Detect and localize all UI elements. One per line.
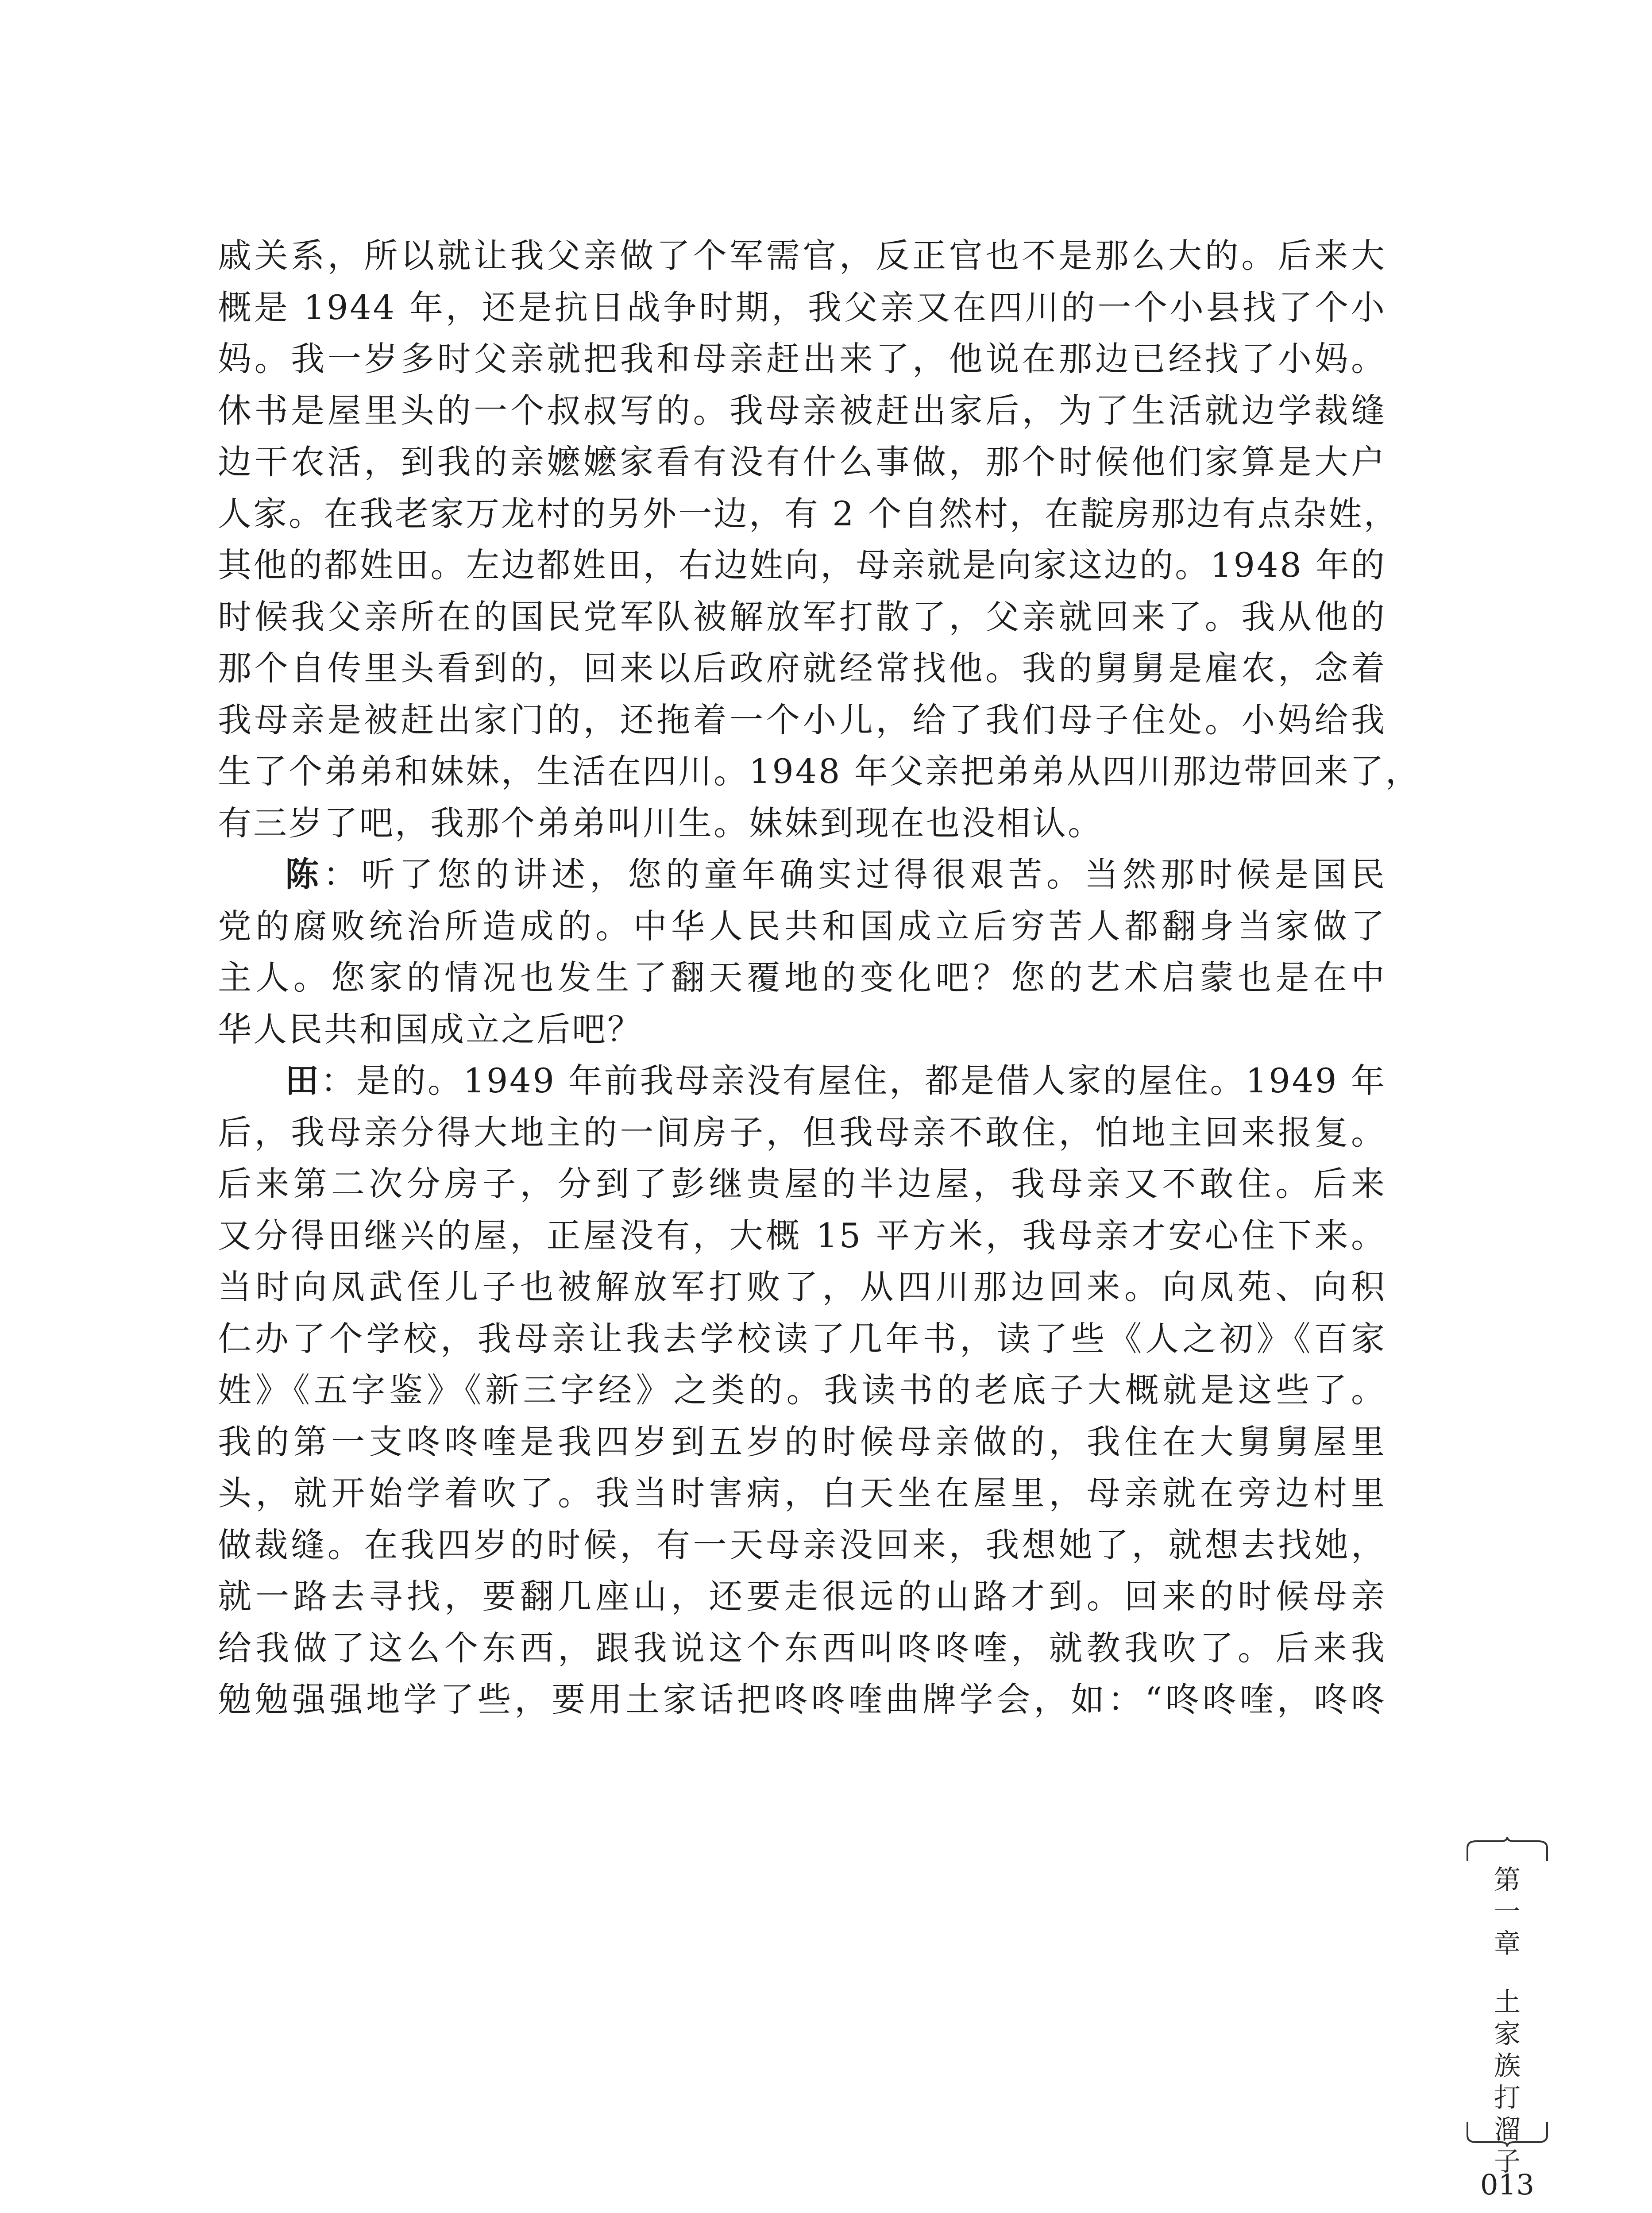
text-line: 戚关系，所以就让我父亲做了个军需官，反正官也不是那么大的。后来大 xyxy=(218,236,1386,275)
text-line: 有三岁了吧，我那个弟弟叫川生。妹妹到现在也没相认。 xyxy=(218,803,1103,843)
line-text: ：听了您的讲述，您的童年确实过得很艰苦。当然那时候是国民 xyxy=(323,855,1386,894)
text-line xyxy=(218,849,1386,901)
chapter-margin-tab xyxy=(1463,1837,1552,2177)
speaker-label: 田 xyxy=(285,1061,321,1100)
chapter-title: 土 家 族 打 溜 子 xyxy=(1494,1987,1521,2177)
text-line: 生了个弟弟和妹妹，生活在四川。1948 年父亲把弟弟从四川那边带回来了， xyxy=(218,752,1421,791)
text-line: 华人民共和国成立之后吧？ xyxy=(218,1009,643,1049)
text-line: 边干农活，到我的亲嬷嬷家看有没有什么事做，那个时候他们家算是大户 xyxy=(218,442,1386,482)
chapter-number: 第 一 章 xyxy=(1494,1865,1521,1959)
paragraph-interviewee xyxy=(218,1055,1386,1726)
bracket-bottom-ornament xyxy=(1463,2120,1552,2147)
text-line: 勉勉强强地学了些，要用土家话把咚咚喹曲牌学会，如：“咚咚喹，咚咚 xyxy=(218,1680,1386,1719)
text-line: 当时向凤武侄儿子也被解放军打败了，从四川那边回来。向凤苑、向积 xyxy=(218,1267,1386,1307)
text-line: 姓》《五字鉴》《新三字经》之类的。我读书的老底子大概就是这些了。 xyxy=(218,1370,1386,1410)
page-body xyxy=(218,230,1421,1726)
line-text: ：是的。1949 年前我母亲没有屋住，都是借人家的屋住。1949 年 xyxy=(320,1061,1386,1100)
bracket-top-ornament xyxy=(1463,1837,1552,1863)
page-number: 013 xyxy=(1480,2169,1535,2201)
text-line xyxy=(218,1055,1386,1107)
text-line: 人家。在我老家万龙村的另外一边，有 2 个自然村，在靛房那边有点杂姓， xyxy=(218,493,1399,533)
text-line: 时候我父亲所在的国民党军队被解放军打散了，父亲就回来了。我从他的 xyxy=(218,597,1386,636)
paragraph-interviewer xyxy=(218,849,1386,1055)
text-line: 主人。您家的情况也发生了翻天覆地的变化吧？您的艺术启蒙也是在中 xyxy=(218,958,1386,997)
text-line: 给我做了这么个东西，跟我说这个东西叫咚咚喹，就教我吹了。后来我 xyxy=(218,1628,1386,1668)
paragraph-continuation xyxy=(218,230,1421,849)
text-line: 休书是屋里头的一个叔叔写的。我母亲被赶出家后，为了生活就边学裁缝 xyxy=(218,390,1386,430)
speaker-label: 陈 xyxy=(285,855,323,894)
text-line: 就一路去寻找，要翻几座山，还要走很远的山路才到。回来的时候母亲 xyxy=(218,1577,1386,1616)
text-line: 又分得田继兴的屋，正屋没有，大概 15 平方米，我母亲才安心住下来。 xyxy=(218,1215,1386,1255)
text-line: 头，就开始学着吹了。我当时害病，白天坐在屋里，母亲就在旁边村里 xyxy=(218,1473,1386,1513)
text-line: 我的第一支咚咚喹是我四岁到五岁的时候母亲做的，我住在大舅舅屋里 xyxy=(218,1422,1386,1461)
text-line: 我母亲是被赶出家门的，还拖着一个小儿，给了我们母子住处。小妈给我 xyxy=(218,700,1386,740)
text-line: 概是 1944 年，还是抗日战争时期，我父亲又在四川的一个小县找了个小 xyxy=(218,287,1386,327)
text-line: 那个自传里头看到的，回来以后政府就经常找他。我的舅舅是雇农，念着 xyxy=(218,648,1386,688)
text-line: 党的腐败统治所造成的。中华人民共和国成立后穷苦人都翻身当家做了 xyxy=(218,906,1386,946)
text-line: 妈。我一岁多时父亲就把我和母亲赶出来了，他说在那边已经找了小妈。 xyxy=(218,339,1386,378)
text-line: 其他的都姓田。左边都姓田，右边姓向，母亲就是向家这边的。1948 年的 xyxy=(218,545,1386,585)
text-line: 仁办了个学校，我母亲让我去学校读了几年书，读了些《人之初》《百家 xyxy=(218,1319,1386,1358)
text-line: 做裁缝。在我四岁的时候，有一天母亲没回来，我想她了，就想去找她， xyxy=(218,1525,1386,1565)
text-line: 后，我母亲分得大地主的一间房子，但我母亲不敢住，怕地主回来报复。 xyxy=(218,1112,1386,1152)
text-line: 后来第二次分房子，分到了彭继贵屋的半边屋，我母亲又不敢住。后来 xyxy=(218,1164,1386,1203)
